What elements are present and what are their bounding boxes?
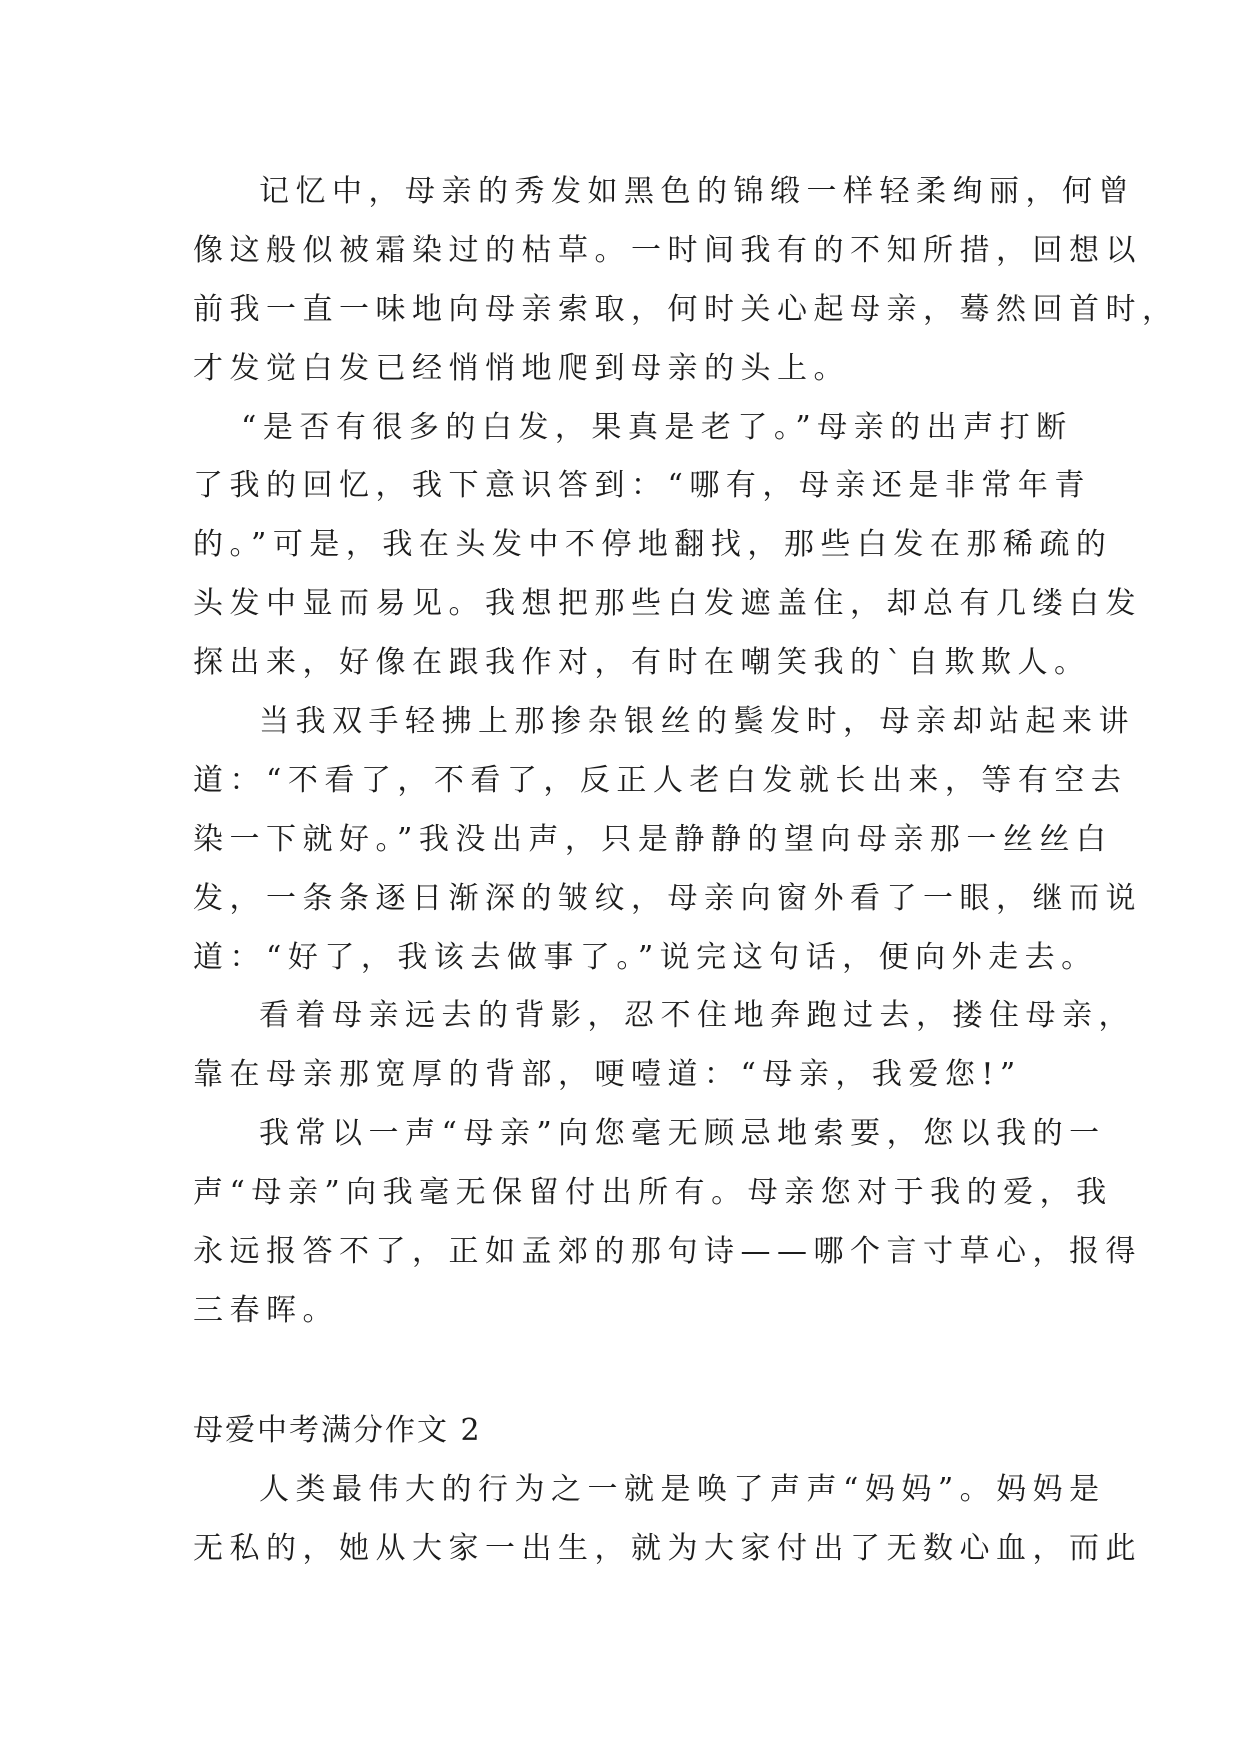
text-line: 靠在母亲那宽厚的背部，哽噎道：“母亲，我爱您!” (193, 1057, 1022, 1093)
text-line: 才发觉白发已经悄悄地爬到母亲的头上。 (193, 350, 850, 386)
text-line: 看着母亲远去的背影，忍不住地奔跑过去，搂住母亲， (259, 998, 1135, 1034)
section-spacer (193, 1341, 1053, 1402)
text-line: 前我一直一味地向母亲索取，何时关心起母亲，蓦然回首时， (193, 291, 1179, 327)
text-line: 像这般似被霜染过的枯草。一时间我有的不知所措，回想以 (193, 232, 1142, 268)
text-line: 声“母亲”向我毫无保留付出所有。母亲您对于我的爱，我 (193, 1175, 1113, 1211)
text-line: 探出来，好像在跟我作对，有时在嘲笑我的`自欺欺人。 (193, 645, 1091, 681)
section-heading: 母爱中考满分作文 2 (193, 1412, 482, 1448)
text-line: 无私的，她从大家一出生，就为大家付出了无数心血，而此 (193, 1530, 1142, 1566)
text-line: 人类最伟大的行为之一就是唤了声声“妈妈”。妈妈是 (259, 1471, 1106, 1507)
paragraph-6 (193, 1461, 1142, 1579)
paragraph-3 (193, 693, 1142, 987)
document-body (193, 163, 1179, 1578)
text-line: 染一下就好。”我没出声，只是静静的望向母亲那一丝丝白 (193, 821, 1113, 857)
paragraph-4 (193, 987, 1135, 1105)
text-line: 发，一条条逐日渐深的皱纹，母亲向窗外看了一眼，继而说 (193, 880, 1142, 916)
paragraph-1 (193, 163, 1179, 399)
paragraph-5 (193, 1105, 1142, 1341)
text-line: “是否有很多的白发，果真是老了。”母亲的出声打断 (241, 409, 1073, 445)
text-line: 头发中显而易见。我想把那些白发遮盖住，却总有几缕白发 (193, 586, 1142, 622)
text-line: 道：“不看了，不看了，反正人老白发就长出来，等有空去 (193, 762, 1128, 798)
text-line: 道：“好了，我该去做事了。”说完这句话，便向外走去。 (193, 939, 1098, 975)
text-line: 当我双手轻拂上那掺杂银丝的鬓发时，母亲却站起来讲 (259, 704, 1135, 740)
text-line: 记忆中，母亲的秀发如黑色的锦缎一样轻柔绚丽，何曾 (259, 174, 1135, 209)
text-line: 的。”可是，我在头发中不停地翻找，那些白发在那稀疏的 (193, 527, 1113, 563)
text-line: 永远报答不了，正如孟郊的那句诗——哪个言寸草心，报得 (193, 1234, 1142, 1270)
text-line: 三春晖。 (193, 1292, 339, 1328)
text-line: 了我的回忆，我下意识答到：“哪有，母亲还是非常年青 (193, 468, 1091, 504)
text-line: 我常以一声“母亲”向您毫无顾忌地索要，您以我的一 (259, 1116, 1106, 1152)
paragraph-2 (193, 399, 1142, 693)
